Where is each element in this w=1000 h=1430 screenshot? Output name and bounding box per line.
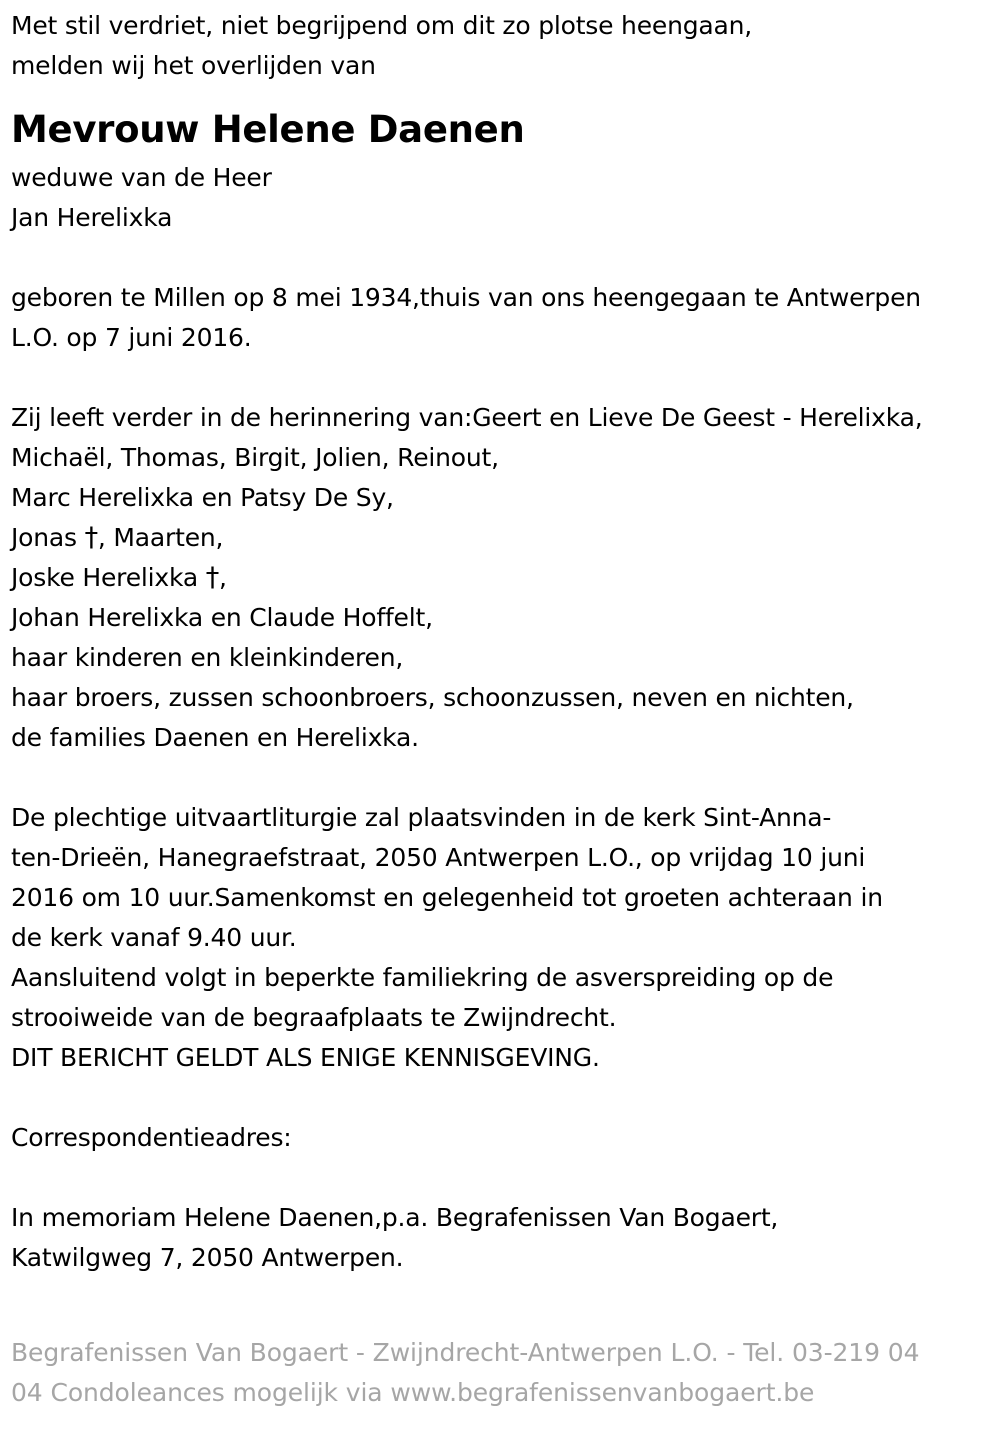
family-name-joske: Joske Herelixka — [11, 563, 206, 592]
birth-death-line-2: L.O. op 7 juni 2016. — [11, 323, 252, 352]
spacer — [11, 1158, 996, 1198]
family-line-7: haar kinderen en kleinkinderen, — [11, 643, 404, 672]
obituary-notice — [11, 6, 996, 1278]
ceremony-line-5: Aansluitend volgt in beperkte familiekring de asverspreiding op de — [11, 963, 834, 992]
cross-icon: † — [84, 522, 98, 553]
spouse-line-1: weduwe van de Heer — [11, 163, 272, 192]
ceremony-line-7: DIT BERICHT GELDT ALS ENIGE KENNISGEVING. — [11, 1043, 600, 1072]
address-line-1: In memoriam Helene Daenen,p.a. Begrafenissen Van Bogaert, — [11, 1203, 779, 1232]
family-comma: , — [219, 563, 227, 592]
family-line-5 — [11, 558, 996, 598]
cross-icon: † — [205, 562, 220, 593]
footer-line-2: 04 Condoleances mogelijk via www.begrafenissenvanbogaert.be — [11, 1378, 815, 1407]
spacer — [11, 358, 996, 398]
family-line-8: haar broers, zussen schoonbroers, schoonzussen, neven en nichten, — [11, 683, 854, 712]
family-line-9: de families Daenen en Herelixka. — [11, 723, 419, 752]
family-line-3: Marc Herelixka en Patsy De Sy, — [11, 483, 394, 512]
family-line-4 — [11, 518, 996, 558]
address-line-2: Katwilgweg 7, 2050 Antwerpen. — [11, 1243, 404, 1272]
ceremony-line-1: De plechtige uitvaartliturgie zal plaatsvinden in de kerk Sint-Anna- — [11, 803, 832, 832]
ceremony-line-3: 2016 om 10 uur.Samenkomst en gelegenheid tot groeten achteraan in — [11, 883, 883, 912]
family-line-6: Johan Herelixka en Claude Hoffelt, — [11, 603, 433, 632]
ceremony-line-4: de kerk vanaf 9.40 uur. — [11, 923, 297, 952]
spouse-line-2: Jan Herelixka — [11, 203, 173, 232]
family-name-jonas: Jonas — [11, 523, 85, 552]
spacer — [11, 1078, 996, 1118]
ceremony-line-2: ten-Drieën, Hanegraefstraat, 2050 Antwerpen L.O., op vrijdag 10 juni — [11, 843, 866, 872]
funeral-home-footer — [11, 1333, 996, 1413]
spacer — [11, 758, 996, 798]
birth-death-line-1: geboren te Millen op 8 mei 1934,thuis van ons heengegaan te Antwerpen — [11, 283, 921, 312]
intro-line-1: Met stil verdriet, niet begrijpend om dit zo plotse heengaan, — [11, 11, 753, 40]
correspondence-label: Correspondentieadres: — [11, 1123, 292, 1152]
family-line-2: Michaël, Thomas, Birgit, Jolien, Reinout, — [11, 443, 499, 472]
intro-line-2: melden wij het overlijden van — [11, 51, 376, 80]
spacer — [11, 238, 996, 278]
family-line-1: Zij leeft verder in de herinnering van:Geert en Lieve De Geest - Herelixka, — [11, 403, 923, 432]
footer-line-1: Begrafenissen Van Bogaert - Zwijndrecht-Antwerpen L.O. - Tel. 03-219 04 — [11, 1338, 920, 1367]
family-name-maarten: , Maarten, — [97, 523, 224, 552]
ceremony-line-6: strooiweide van de begraafplaats te Zwijndrecht. — [11, 1003, 617, 1032]
deceased-name: Mevrouw Helene Daenen — [11, 108, 525, 151]
